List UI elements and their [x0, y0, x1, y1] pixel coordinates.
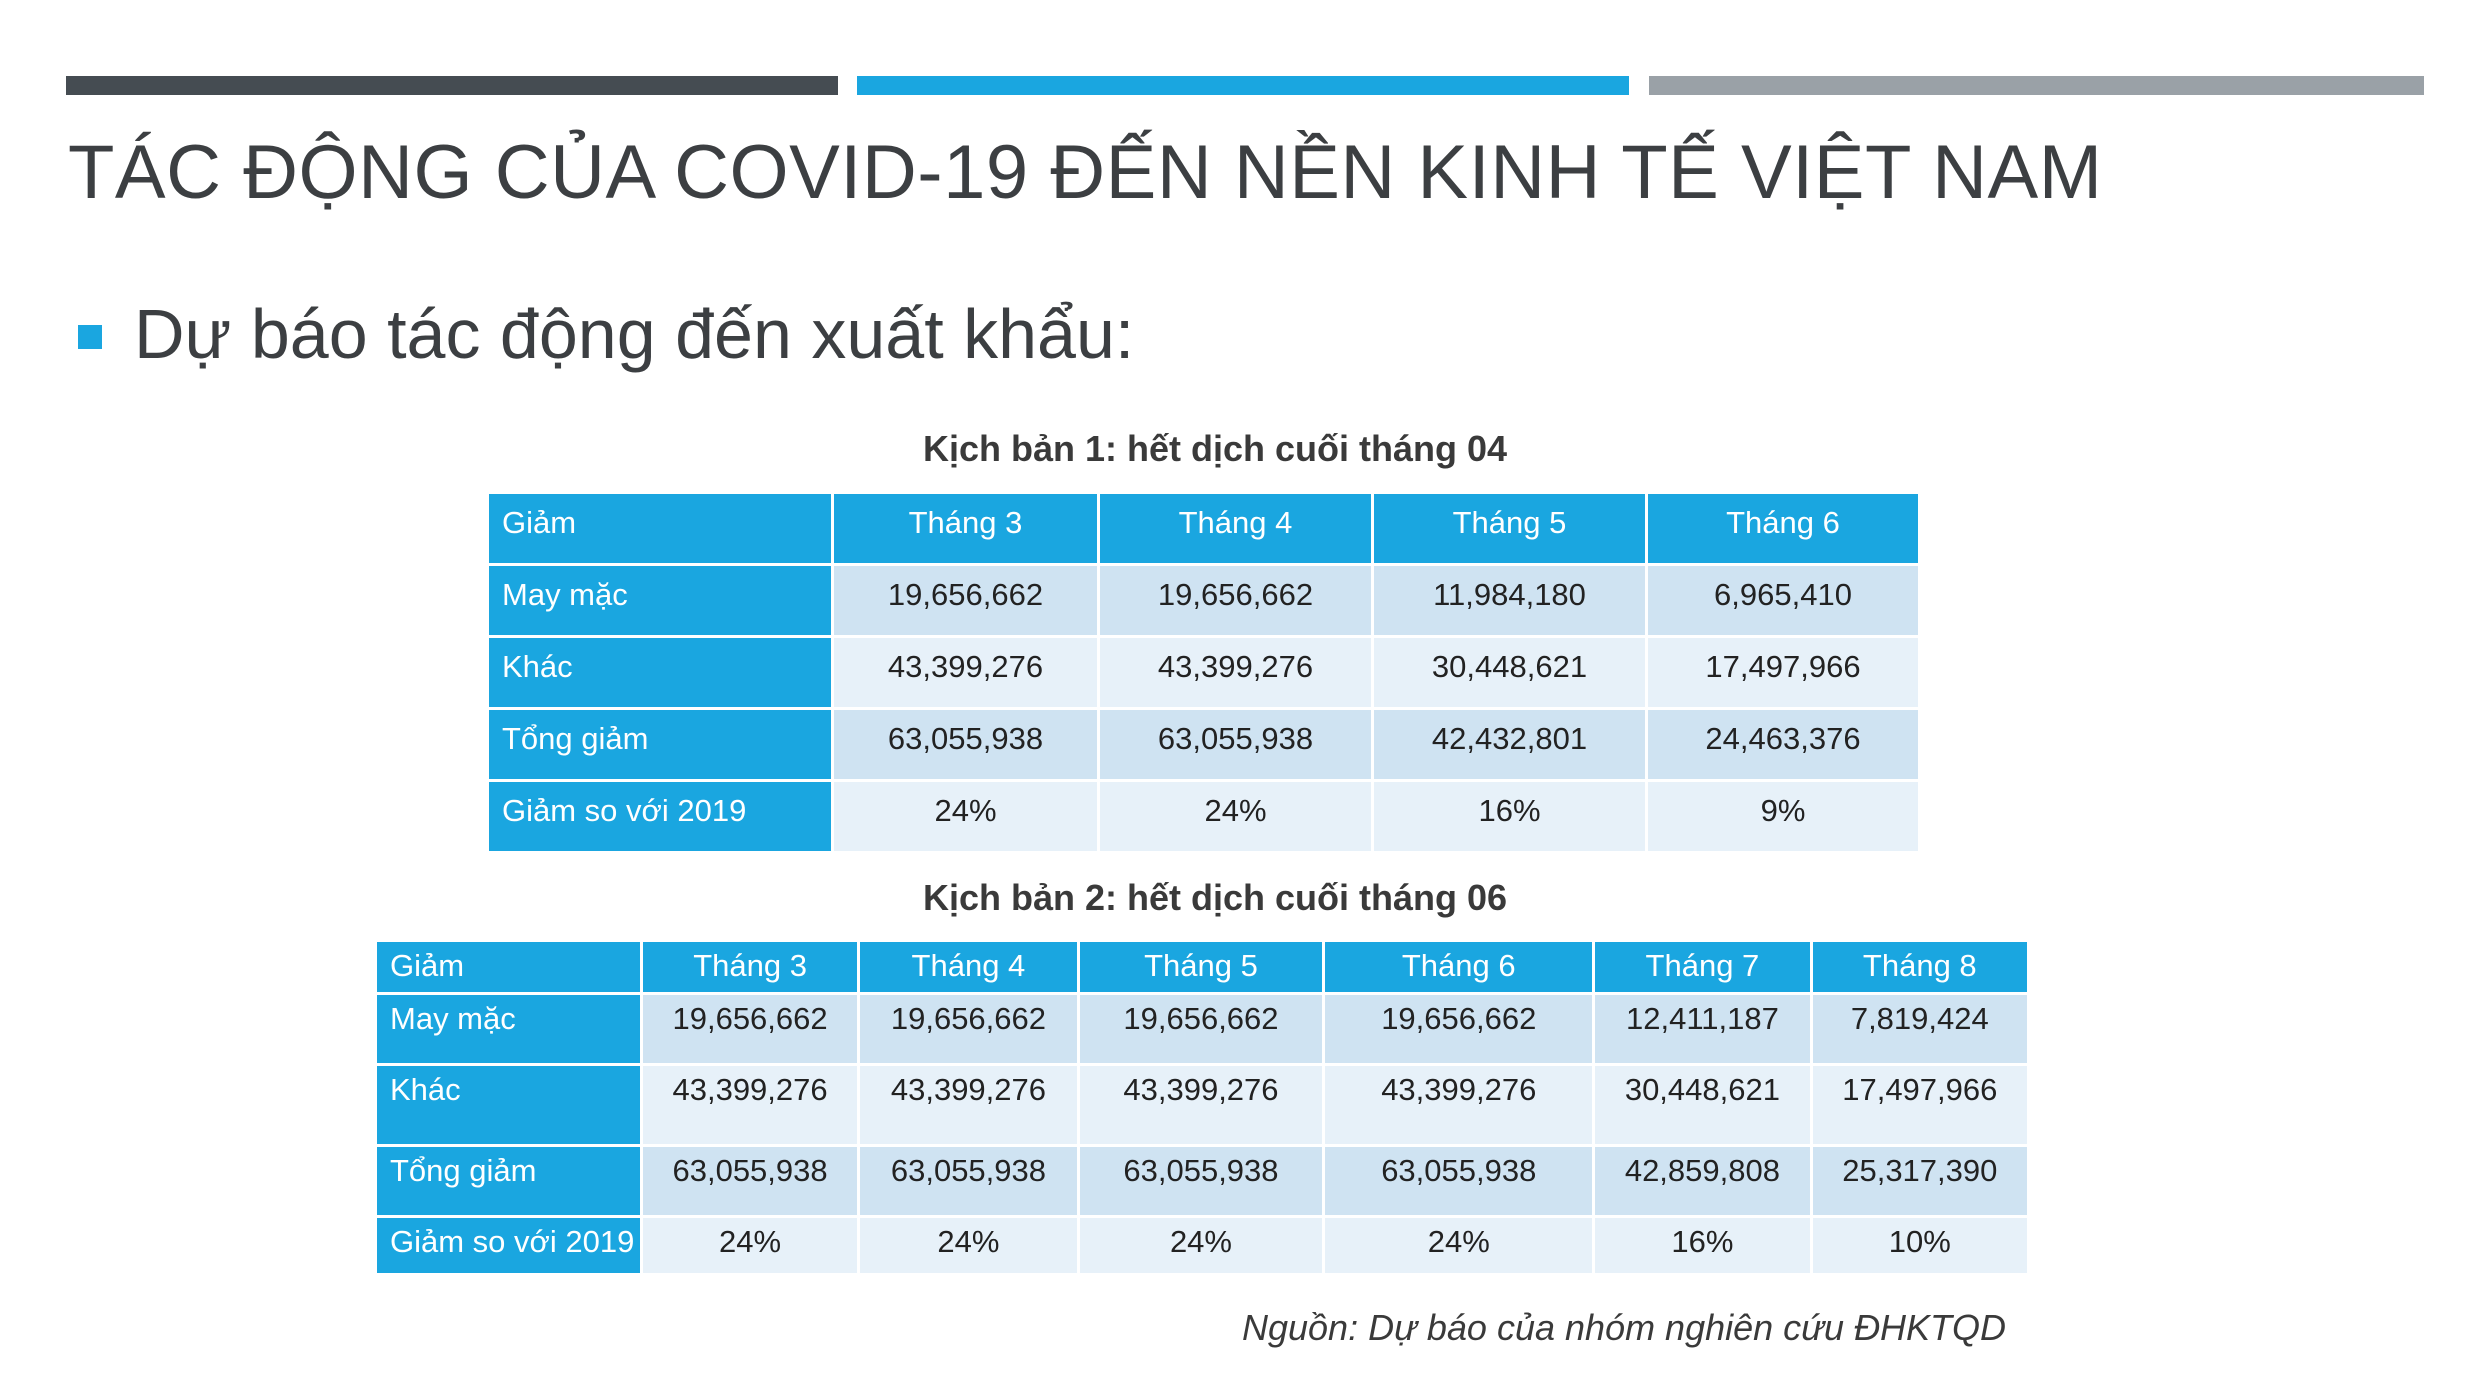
- table-cell: 63,055,938: [643, 1147, 857, 1215]
- table-cell: 19,656,662: [1080, 995, 1323, 1063]
- table-cell: 24%: [860, 1218, 1076, 1273]
- scenario1-table: [486, 491, 1921, 854]
- table-header-row: [377, 942, 2027, 992]
- table-cell: 43,399,276: [834, 638, 1097, 707]
- row-label: Khác: [489, 638, 831, 707]
- table-row: [377, 995, 2027, 1063]
- scenario2-table: [374, 939, 2030, 1276]
- table-header-row: [489, 494, 1918, 563]
- scenario1-caption: Kịch bản 1: hết dịch cuối tháng 04: [922, 428, 1508, 469]
- table-cell: 19,656,662: [643, 995, 857, 1063]
- table-cell: 24%: [1080, 1218, 1323, 1273]
- table-cell: 16%: [1374, 782, 1645, 851]
- square-bullet-icon: [78, 325, 102, 349]
- table-cell: 24%: [1100, 782, 1371, 851]
- row-label: Giảm so với 2019: [377, 1218, 640, 1273]
- table-cell: 19,656,662: [1325, 995, 1592, 1063]
- table-cell: 43,399,276: [860, 1066, 1076, 1144]
- row-label: Tổng giảm: [377, 1147, 640, 1215]
- row-label: May mặc: [489, 566, 831, 635]
- table-cell: 11,984,180: [1374, 566, 1645, 635]
- row-label: May mặc: [377, 995, 640, 1063]
- table-cell: 30,448,621: [1374, 638, 1645, 707]
- bullet-text: Dự báo tác động đến xuất khẩu:: [134, 295, 1135, 373]
- table-cell: 6,965,410: [1648, 566, 1918, 635]
- table-cell: 43,399,276: [1100, 638, 1371, 707]
- header-bar-blue: [857, 76, 1629, 95]
- scenario2-caption: Kịch bản 2: hết dịch cuối tháng 06: [922, 877, 1508, 918]
- row-label: Tổng giảm: [489, 710, 831, 779]
- row-label: Khác: [377, 1066, 640, 1144]
- column-header: Tháng 6: [1648, 494, 1918, 563]
- table-row: [377, 1066, 2027, 1144]
- table-cell: 63,055,938: [860, 1147, 1076, 1215]
- column-header: Giảm: [489, 494, 831, 563]
- column-header: Tháng 3: [643, 942, 857, 992]
- table-cell: 63,055,938: [1100, 710, 1371, 779]
- column-header: Tháng 3: [834, 494, 1097, 563]
- table-cell: 24%: [834, 782, 1097, 851]
- column-header: Tháng 8: [1813, 942, 2027, 992]
- table-row: [377, 1147, 2027, 1215]
- table-cell: 42,859,808: [1595, 1147, 1809, 1215]
- table-cell: 24,463,376: [1648, 710, 1918, 779]
- table-row: [489, 710, 1918, 779]
- table-cell: 17,497,966: [1648, 638, 1918, 707]
- column-header: Giảm: [377, 942, 640, 992]
- table-row: [489, 782, 1918, 851]
- table-cell: 43,399,276: [1080, 1066, 1323, 1144]
- table-row: [489, 638, 1918, 707]
- header-bar-dark: [66, 76, 838, 95]
- header-bar-gray: [1649, 76, 2424, 95]
- table-cell: 63,055,938: [834, 710, 1097, 779]
- column-header: Tháng 5: [1374, 494, 1645, 563]
- table-cell: 19,656,662: [1100, 566, 1371, 635]
- table-row: [377, 1218, 2027, 1273]
- slide-title: TÁC ĐỘNG CỦA COVID-19 ĐẾN NỀN KINH TẾ VIỆT NAM: [68, 130, 2103, 215]
- column-header: Tháng 6: [1325, 942, 1592, 992]
- table-row: [489, 566, 1918, 635]
- column-header: Tháng 7: [1595, 942, 1809, 992]
- table-cell: 25,317,390: [1813, 1147, 2027, 1215]
- table-cell: 63,055,938: [1080, 1147, 1323, 1215]
- table-cell: 17,497,966: [1813, 1066, 2027, 1144]
- table-cell: 19,656,662: [860, 995, 1076, 1063]
- row-label: Giảm so với 2019: [489, 782, 831, 851]
- table-cell: 12,411,187: [1595, 995, 1809, 1063]
- table-cell: 10%: [1813, 1218, 2027, 1273]
- table-cell: 30,448,621: [1595, 1066, 1809, 1144]
- table-cell: 9%: [1648, 782, 1918, 851]
- table-cell: 43,399,276: [1325, 1066, 1592, 1144]
- table-cell: 63,055,938: [1325, 1147, 1592, 1215]
- table-cell: 24%: [643, 1218, 857, 1273]
- column-header: Tháng 5: [1080, 942, 1323, 992]
- table-cell: 43,399,276: [643, 1066, 857, 1144]
- table-cell: 7,819,424: [1813, 995, 2027, 1063]
- source-note: Nguồn: Dự báo của nhóm nghiên cứu ĐHKTQD: [1241, 1307, 2006, 1348]
- table-cell: 42,432,801: [1374, 710, 1645, 779]
- table-cell: 16%: [1595, 1218, 1809, 1273]
- column-header: Tháng 4: [1100, 494, 1371, 563]
- column-header: Tháng 4: [860, 942, 1076, 992]
- table-cell: 19,656,662: [834, 566, 1097, 635]
- table-cell: 24%: [1325, 1218, 1592, 1273]
